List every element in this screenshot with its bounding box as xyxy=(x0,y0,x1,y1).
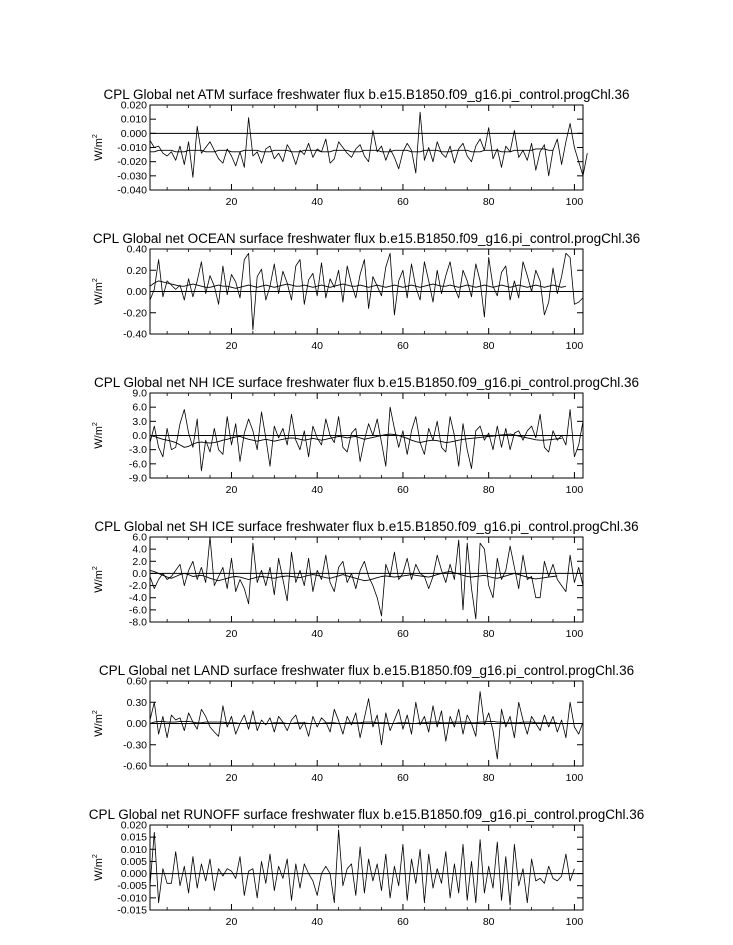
y-tick-label: -0.30 xyxy=(123,739,147,752)
y-tick-label: 0.00 xyxy=(126,718,147,730)
chart-title: CPL Global net RUNOFF surface freshwater flux b.e15.B1850.f09_g16.pi_control.progChl.36 xyxy=(88,807,645,822)
y-tick-label: -0.010 xyxy=(117,892,147,905)
y-axis-label-main: W/m xyxy=(93,570,105,593)
x-tick-label: 60 xyxy=(397,196,409,208)
series-line-annual xyxy=(150,692,583,759)
y-tick-label: 0.40 xyxy=(126,243,147,256)
chart-panel-3 xyxy=(92,375,639,496)
y-axis-label xyxy=(92,566,105,593)
y-tick-label: -8.0 xyxy=(128,616,147,629)
y-axis-label-main: W/m xyxy=(93,858,105,881)
x-tick-label: 20 xyxy=(225,340,238,352)
y-axis-label xyxy=(92,278,105,305)
y-tick-label: -0.040 xyxy=(117,184,147,197)
y-tick-label: 0.0 xyxy=(132,567,147,580)
y-tick-label: 2.0 xyxy=(132,555,147,568)
y-tick-label: 0.00 xyxy=(126,286,147,298)
y-tick-label: 0.010 xyxy=(120,843,147,856)
x-tick-label: 40 xyxy=(311,628,324,640)
y-tick-label: 0.000 xyxy=(120,127,147,140)
x-tick-label: 40 xyxy=(311,484,324,496)
y-tick-label: 0.30 xyxy=(126,696,147,709)
y-tick-label: -0.010 xyxy=(117,142,147,154)
x-tick-label: 40 xyxy=(311,916,324,928)
x-tick-label: 80 xyxy=(482,196,495,208)
y-tick-label: -0.015 xyxy=(117,904,147,917)
x-tick-label: 80 xyxy=(482,484,495,496)
plot-frame xyxy=(150,105,583,190)
y-tick-label: -3.0 xyxy=(128,444,147,457)
x-tick-label: 80 xyxy=(482,772,495,784)
x-tick-label: 60 xyxy=(397,916,409,928)
chart-panel-1 xyxy=(92,87,630,208)
y-axis-label-superscript: 2 xyxy=(92,854,99,859)
x-tick-label: 100 xyxy=(565,196,584,208)
y-tick-label: 9.0 xyxy=(132,387,147,400)
y-tick-label: -6.0 xyxy=(128,604,147,617)
y-axis-label-superscript: 2 xyxy=(92,278,99,283)
y-tick-label: -4.0 xyxy=(128,592,147,605)
x-tick-label: 40 xyxy=(311,340,324,352)
y-axis-label xyxy=(92,854,105,881)
chart-title: CPL Global net LAND surface freshwater flux b.e15.B1850.f09_g16.pi_control.progChl.36 xyxy=(98,663,635,678)
y-tick-label: 6.0 xyxy=(132,401,147,414)
chart-panel-5 xyxy=(92,663,634,784)
x-tick-label: 20 xyxy=(225,916,238,928)
y-tick-label: 0.010 xyxy=(120,113,147,126)
y-tick-label: 0.015 xyxy=(120,831,147,844)
y-axis-label xyxy=(92,710,105,737)
y-axis-label-main: W/m xyxy=(93,138,105,161)
y-tick-label: -9.0 xyxy=(128,472,147,485)
y-axis-label xyxy=(92,422,105,449)
x-tick-label: 60 xyxy=(397,484,409,496)
x-tick-label: 60 xyxy=(397,772,409,784)
y-tick-label: 0.000 xyxy=(120,868,147,881)
y-axis-label-main: W/m xyxy=(93,426,105,449)
y-axis-label-main: W/m xyxy=(93,282,105,305)
y-tick-label: -0.20 xyxy=(123,307,147,320)
y-tick-label: 0.005 xyxy=(120,855,147,868)
y-tick-label: -0.020 xyxy=(117,156,147,169)
y-tick-label: 0.0 xyxy=(132,430,147,442)
y-tick-label: 0.20 xyxy=(126,264,147,277)
x-tick-label: 60 xyxy=(397,628,409,640)
x-tick-label: 20 xyxy=(225,196,238,208)
y-tick-label: -0.40 xyxy=(123,328,147,341)
chart-panel-6 xyxy=(89,807,645,928)
x-tick-label: 20 xyxy=(225,628,238,640)
y-tick-label: 0.60 xyxy=(126,675,147,688)
y-axis-label-superscript: 2 xyxy=(92,422,99,427)
y-axis-label-superscript: 2 xyxy=(92,710,99,715)
x-tick-label: 80 xyxy=(482,916,495,928)
series-line-annual xyxy=(150,112,587,177)
chart-panel-2 xyxy=(92,231,640,352)
x-tick-label: 80 xyxy=(482,628,495,640)
x-tick-label: 40 xyxy=(311,196,324,208)
series-line-annual xyxy=(150,537,583,619)
chart-title: CPL Global net NH ICE surface freshwater flux b.e15.B1850.f09_g16.pi_control.progChl.36 xyxy=(93,375,640,390)
chart-title: CPL Global net SH ICE surface freshwater flux b.e15.B1850.f09_g16.pi_control.progChl.36 xyxy=(94,519,639,534)
y-tick-label: 4.0 xyxy=(132,543,147,556)
x-tick-label: 20 xyxy=(225,484,238,496)
chart-panel-4 xyxy=(92,519,639,640)
plot-frame xyxy=(150,825,583,910)
x-tick-label: 80 xyxy=(482,340,495,352)
x-tick-label: 20 xyxy=(225,772,238,784)
x-tick-label: 100 xyxy=(565,340,584,352)
x-tick-label: 100 xyxy=(565,916,584,928)
y-tick-label: 0.020 xyxy=(120,819,147,832)
y-tick-label: -2.0 xyxy=(128,580,147,593)
chart-title: CPL Global net ATM surface freshwater flux b.e15.B1850.f09_g16.pi_control.progChl.36 xyxy=(103,87,630,102)
y-tick-label: 6.0 xyxy=(132,531,147,544)
y-axis-label-main: W/m xyxy=(93,714,105,737)
y-tick-label: -0.60 xyxy=(123,760,147,773)
y-tick-label: 0.020 xyxy=(120,99,147,112)
x-tick-label: 40 xyxy=(311,772,324,784)
y-axis-label-superscript: 2 xyxy=(92,566,99,571)
x-tick-label: 100 xyxy=(565,772,584,784)
y-tick-label: 3.0 xyxy=(132,415,147,428)
x-tick-label: 100 xyxy=(565,484,584,496)
y-axis-label-superscript: 2 xyxy=(92,134,99,139)
y-tick-label: -6.0 xyxy=(128,458,147,471)
x-tick-label: 100 xyxy=(565,628,584,640)
chart-title: CPL Global net OCEAN surface freshwater flux b.e15.B1850.f09_g16.pi_control.progChl.36 xyxy=(92,231,641,246)
series-line-smoothed xyxy=(150,149,553,152)
y-tick-label: -0.030 xyxy=(117,170,147,183)
x-tick-label: 60 xyxy=(397,340,409,352)
y-axis-label xyxy=(92,134,105,161)
y-tick-label: -0.005 xyxy=(117,880,147,893)
series-line-annual xyxy=(150,830,574,905)
